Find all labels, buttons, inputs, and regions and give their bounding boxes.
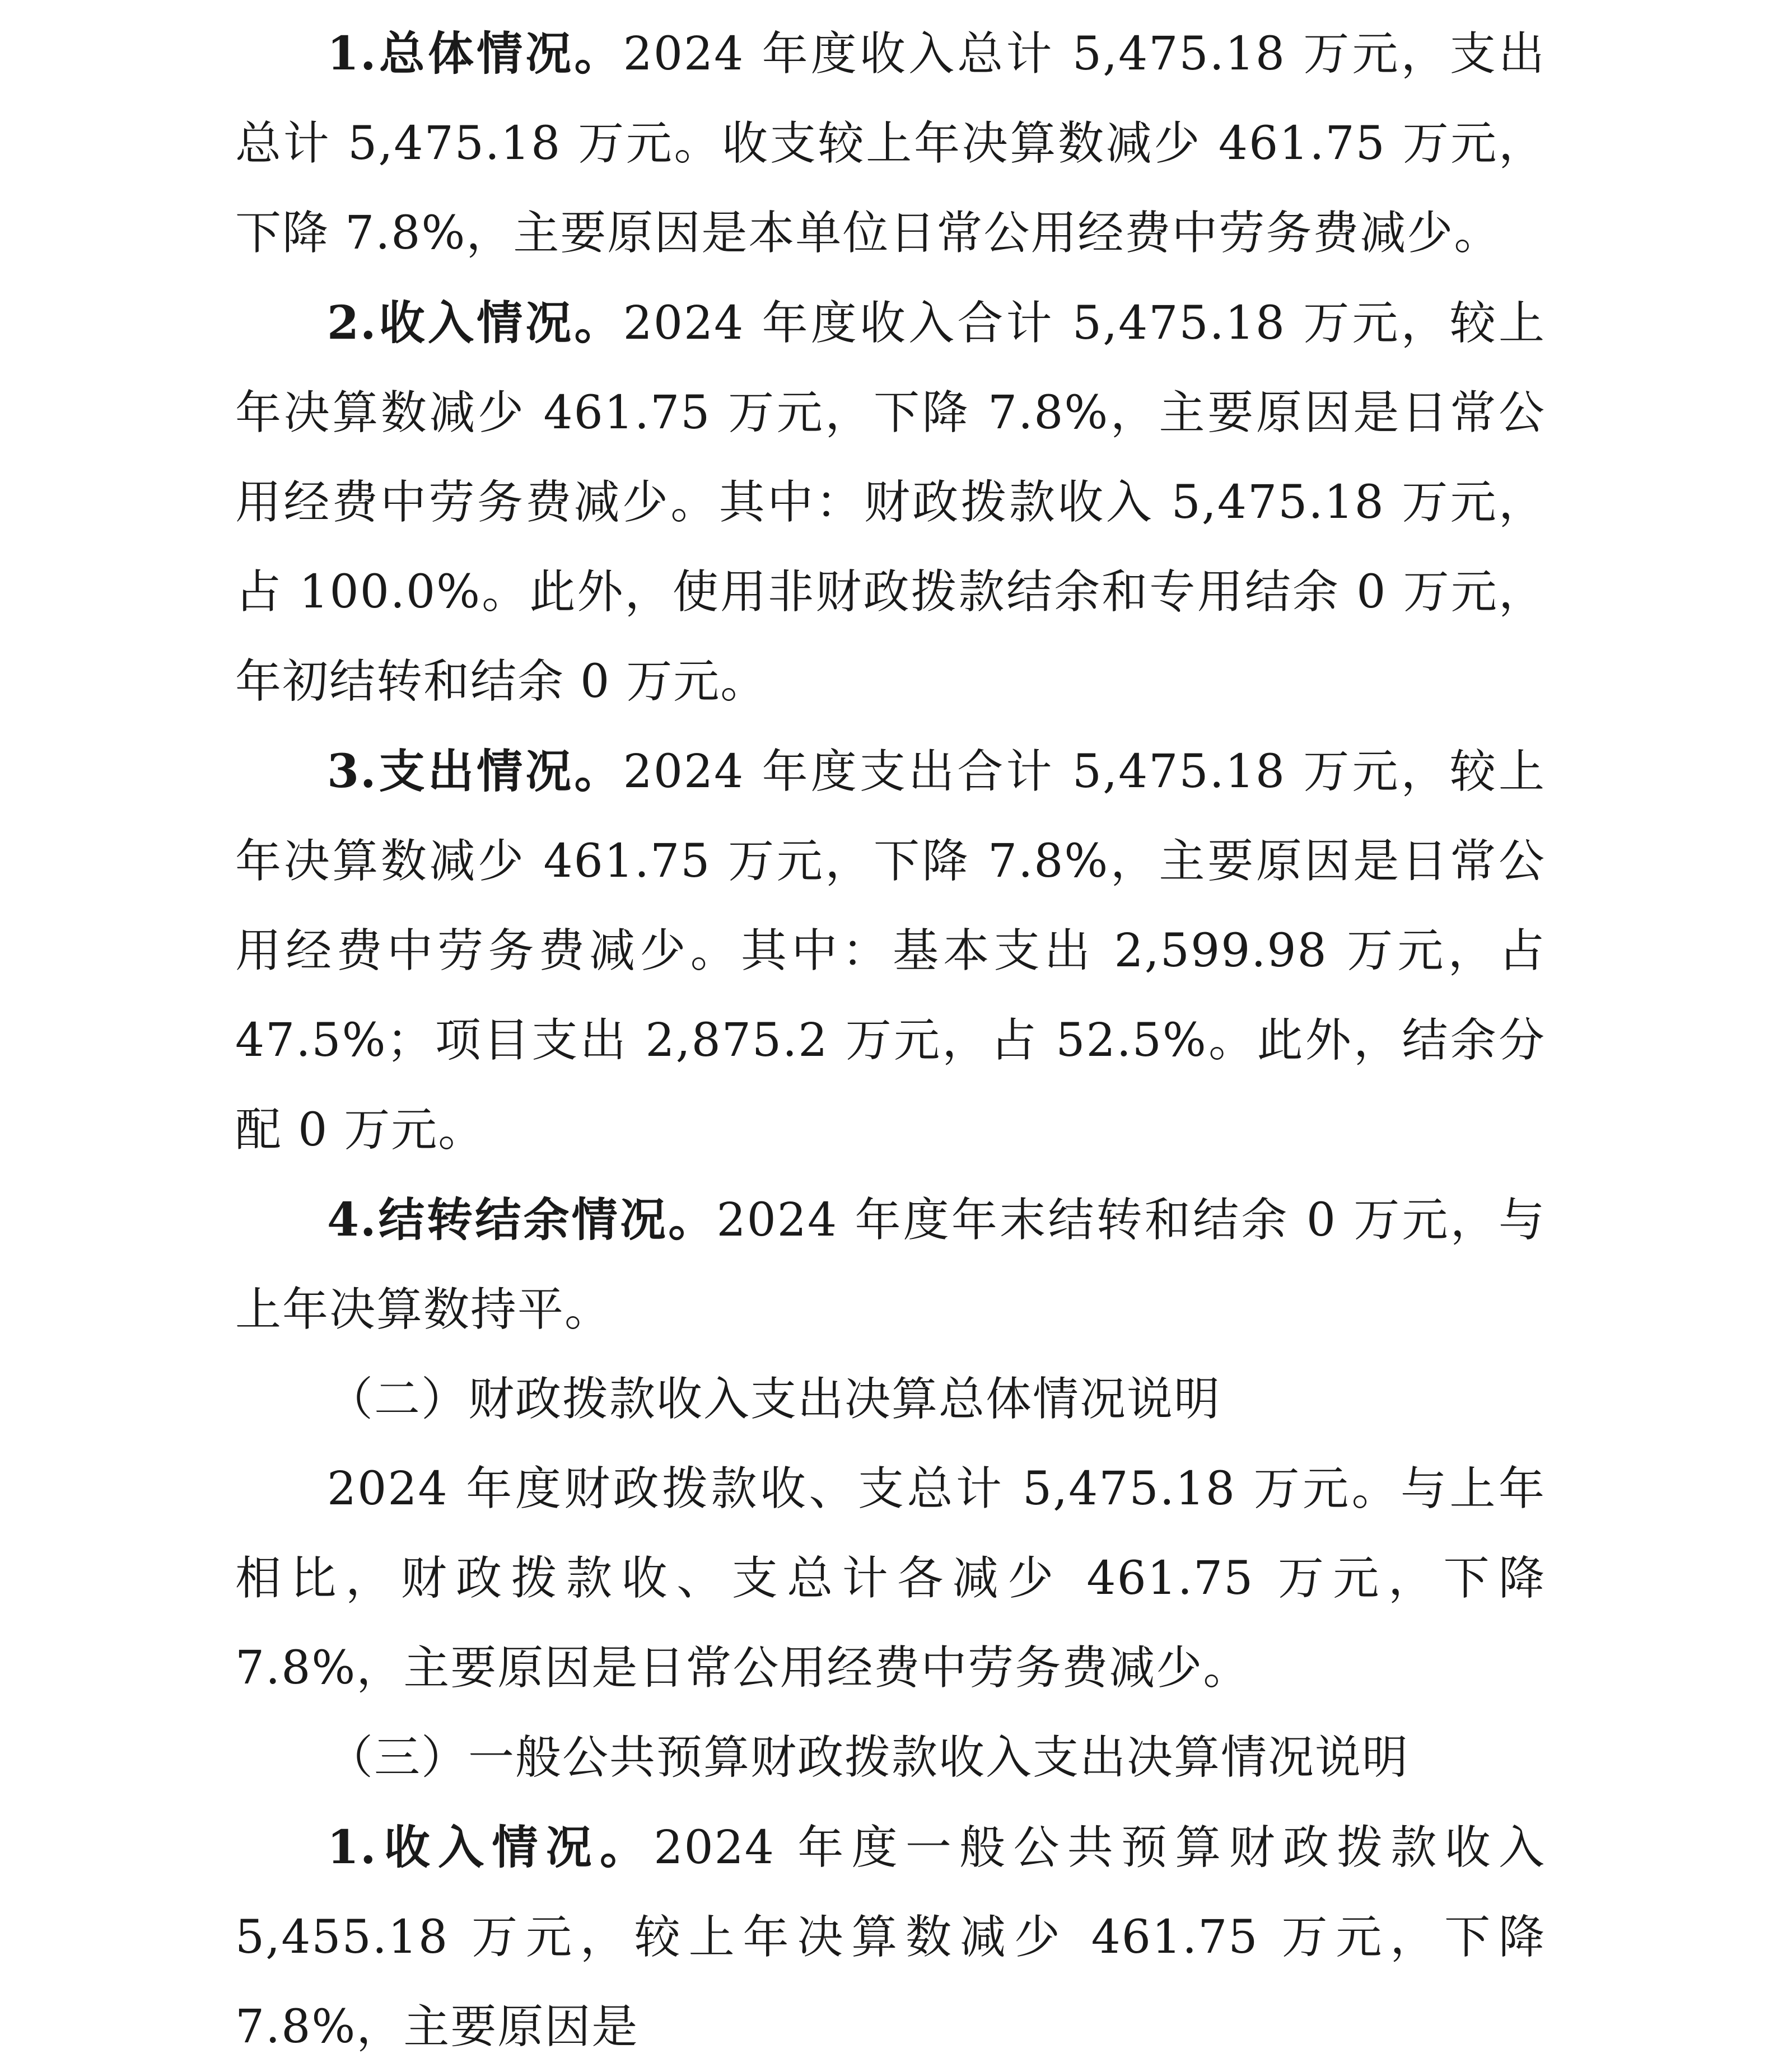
section-heading-fiscal-overview: （二）财政拨款收入支出决算总体情况说明 (327, 1373, 1221, 1426)
paragraph-overall (235, 9, 1546, 278)
paragraph-lead: 1.收入情况。 (327, 1821, 654, 1874)
paragraph-lead: 1.总体情况。 (327, 27, 623, 81)
paragraph-text: 2024 年度年末结转和结余 0 万元，与上年决算数持平。 (235, 1194, 1546, 1336)
paragraph-lead: 4.结转结余情况。 (327, 1193, 717, 1247)
paragraph-carryover (235, 1175, 1546, 1355)
paragraph-text: 2024 年度收入总计 5,475.18 万元，支出总计 5,475.18 万元。收支较上年决算数减少 461.75 万元，下降 7.8%，主要原因是本单位日常公用经费中劳务费减少。 (235, 27, 1546, 260)
section-heading-general-budget: （三）一般公共预算财政拨款收入支出决算情况说明 (327, 1731, 1410, 1784)
paragraph-text: 2024 年度一般公共预算财政拨款收入 5,455.18 万元，较上年决算数减少 461.75 万元，下降 7.8%，主要原因是 (235, 1821, 1546, 2054)
paragraph-general-budget-income (235, 1803, 1546, 2072)
paragraph-lead: 3.支出情况。 (327, 745, 623, 798)
document-body (235, 9, 1546, 2072)
paragraph-fiscal-overview: 2024 年度财政拨款收、支总计 5,475.18 万元。与上年相比，财政拨款收、支总计各减少 461.75 万元，下降 7.8%，主要原因是日常公用经费中劳务费减少。 (235, 1462, 1546, 1695)
paragraph-income (235, 278, 1546, 727)
paragraph-expenditure (235, 727, 1546, 1175)
paragraph-lead: 2.收入情况。 (327, 296, 623, 350)
paragraph-text: 2024 年度支出合计 5,475.18 万元，较上年决算数减少 461.75 万元，下降 7.8%，主要原因是日常公用经费中劳务费减少。其中：基本支出 2,599.98 万元，占 47.5%；项目支出 2,875.2 万元，占 52.5%。此外，结余分配 0 万元。 (235, 745, 1546, 1157)
paragraph-text: 2024 年度收入合计 5,475.18 万元，较上年决算数减少 461.75 万元，下降 7.8%，主要原因是日常公用经费中劳务费减少。其中：财政拨款收入 5,475.18 万元，占 100.0%。此外，使用非财政拨款结余和专用结余 0 万元，年初结转和结余 0 万元。 (235, 297, 1546, 708)
